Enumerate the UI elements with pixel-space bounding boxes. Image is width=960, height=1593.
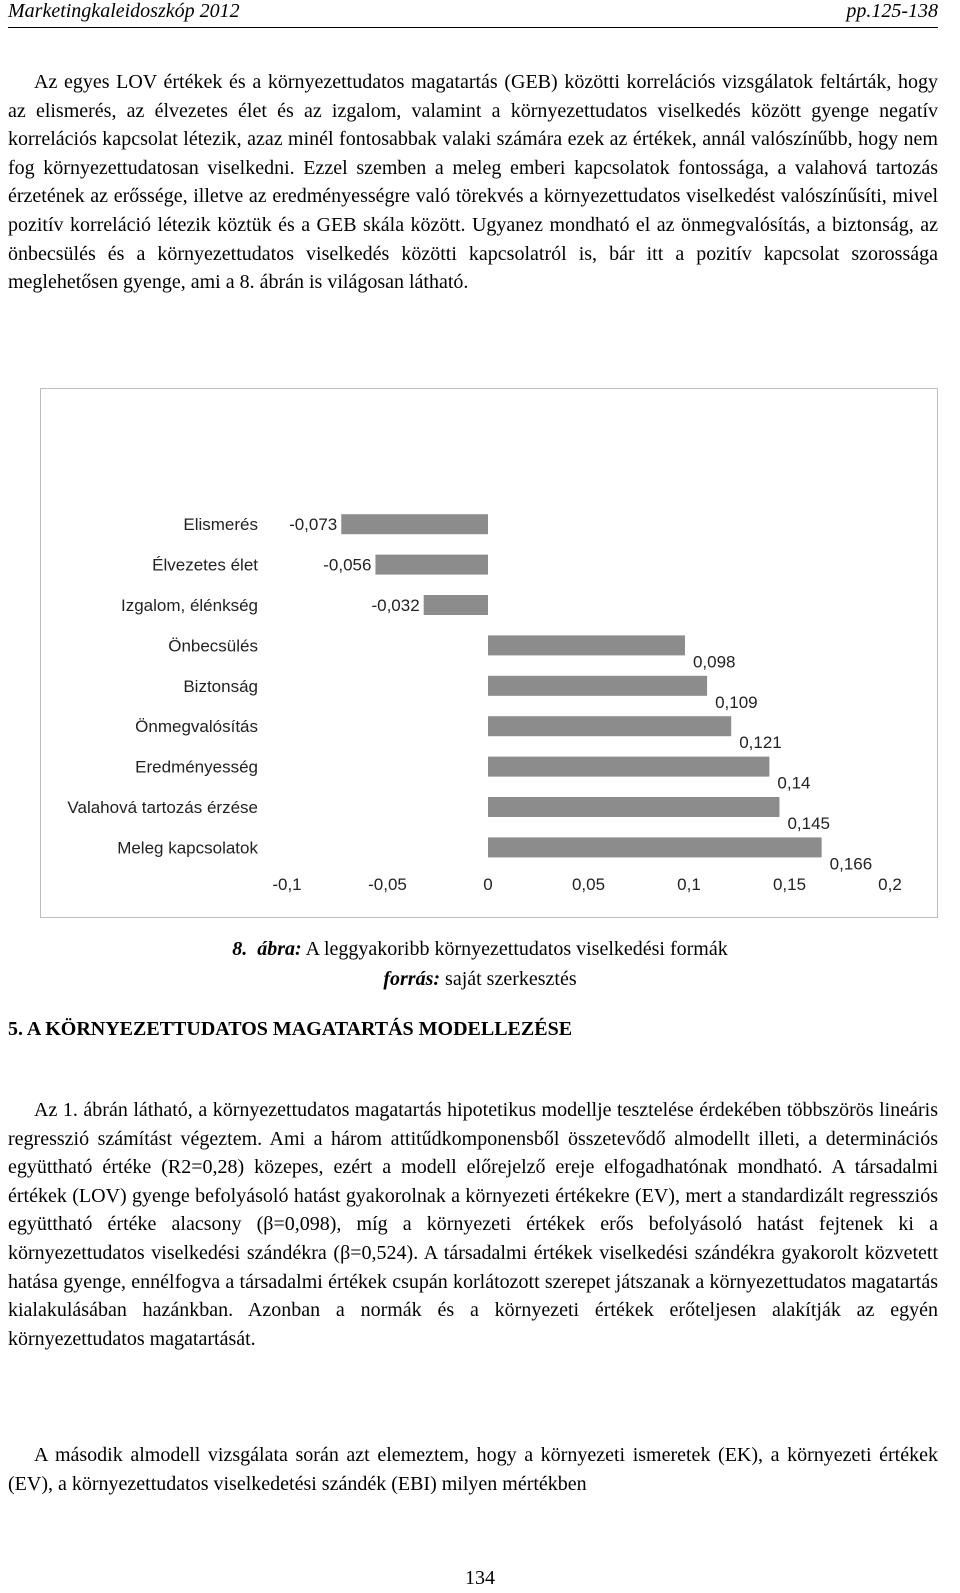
x-tick-label: 0 — [483, 875, 493, 894]
value-label: 0,166 — [829, 854, 873, 874]
x-tick-label: 0,15 — [772, 875, 807, 894]
category-label: Meleg kapcsolatok — [117, 838, 258, 858]
value-label: 0,145 — [787, 814, 830, 833]
bar — [375, 555, 488, 575]
header-divider — [8, 27, 938, 28]
figure-number: 8. — [232, 938, 248, 960]
category-label: Elismerés — [183, 515, 258, 535]
page-number: 134 — [465, 1567, 495, 1589]
value-label: 0,109 — [715, 692, 758, 712]
category-label: Eredményesség — [135, 757, 258, 777]
category-label: Élvezetes élet — [152, 555, 258, 575]
x-tick-label: -0,05 — [368, 875, 407, 894]
value-label: -0,056 — [323, 555, 372, 575]
figure-source — [0, 964, 960, 994]
category-label: Önmegvalósítás — [135, 717, 258, 737]
intro-paragraph: Az egyes LOV értékek és a környezettudatos magatartás (GEB) közötti korrelációs vizsgálatok feltárták, hogy az elismerés, az élvezetes élet és az izgalom, valamint a környezettudatos viselkedés között gyenge negatív korrelációs kapcsolat létezik, azaz minél fontosabbak valaki számára ezek az értékek, annál valószínűbb, hogy nem fog környezettudatosan viselkedni. Ezzel szemben a meleg emberi kapcsolatok fontossága, a valahová tartozás érzetének az erőssége, illetve az eredményességre való törekvés a környezettudatos viselkedést valószínűsíti, mivel pozitív korreláció létezik köztük és a GEB skála között. Ugyanez mondható el az önmegvalósítás, a biztonság, az önbecsülés és a környezettudatos viselkedés közötti kapcsolatról is, bár itt a pozitív kapcsolat szorossága meglehetősen gyenge, ami a 8. ábrán is világosan látható. — [8, 71, 938, 294]
category-label: Valahová tartozás érzése — [67, 798, 258, 817]
section-title: 5. A KÖRNYEZETTUDATOS MAGATARTÁS MODELLEZÉSE — [8, 1018, 573, 1040]
x-tick-label: -0,1 — [272, 875, 302, 894]
value-label: -0,073 — [289, 515, 338, 535]
source-label: forrás: — [383, 968, 441, 990]
bar — [488, 676, 707, 696]
bar — [341, 514, 488, 534]
correlation-bar-chart — [40, 388, 938, 918]
figure-title: A leggyakoribb környezettudatos viselkedési formák — [305, 938, 728, 960]
model-paragraph: Az 1. ábrán látható, a környezettudatos magatartás hipotetikus modellje tesztelése érdekében többszörös lineáris regresszió számítást végeztem. Ami a három attitűdkomponensből összetevődő almodellt illeti, a determinációs együttható értéke (R2=0,28) közepes, ezért a modell előrejelző ereje elfogadhatónak mondható. A társadalmi értékek (LOV) gyenge befolyásoló hatást gyakorolnak a környezeti értékekre (EV), mert a standardizált regressziós együttható értéke alacsony (β=0,098), míg a környezeti értékek erős befolyásoló hatást fejtenek ki a környezettudatos viselkedési szándékra (β=0,524). A társadalmi értékek viselkedési szándékra gyakorolt közvetett hatása gyenge, ennélfogva a társadalmi értékek csupán korlátozott szerepet játszanak a környezettudatos magatartás kialakulásában hazánkban. Azonban a normák és a környezeti értékek erőteljesen alakítják az egyén környezettudatos magatartását. — [8, 1099, 938, 1350]
category-label: Biztonság — [183, 676, 258, 696]
bar — [488, 797, 779, 817]
page-range: pp.125-138 — [846, 0, 938, 22]
x-tick-label: 0,05 — [571, 875, 606, 894]
page-header — [8, 0, 938, 28]
bar — [488, 635, 685, 655]
category-label: Izgalom, élénkség — [120, 596, 258, 615]
value-label: 0,121 — [739, 733, 782, 753]
value-label: 0,098 — [692, 652, 736, 672]
value-label: 0,14 — [777, 773, 811, 793]
bar — [488, 757, 769, 777]
x-tick-label: 0,1 — [677, 875, 701, 894]
source-text: saját szerkesztés — [445, 968, 577, 990]
value-label: -0,032 — [371, 596, 420, 615]
journal-title: Marketingkaleidoszkóp 2012 — [8, 0, 240, 22]
bar — [424, 595, 488, 615]
second-model-paragraph: A második almodell vizsgálata során azt elemeztem, hogy a környezeti ismeretek (EK), a környezeti értékek (EV), a környezettudatos viselkedetési szándék (EBI) milyen mértékben — [8, 1444, 938, 1495]
category-label: Önbecsülés — [168, 636, 258, 656]
figure-label: ábra: — [257, 938, 302, 960]
figure-caption — [0, 934, 960, 964]
bar — [488, 837, 822, 857]
x-tick-label: 0,2 — [878, 875, 902, 894]
bar — [488, 716, 731, 736]
